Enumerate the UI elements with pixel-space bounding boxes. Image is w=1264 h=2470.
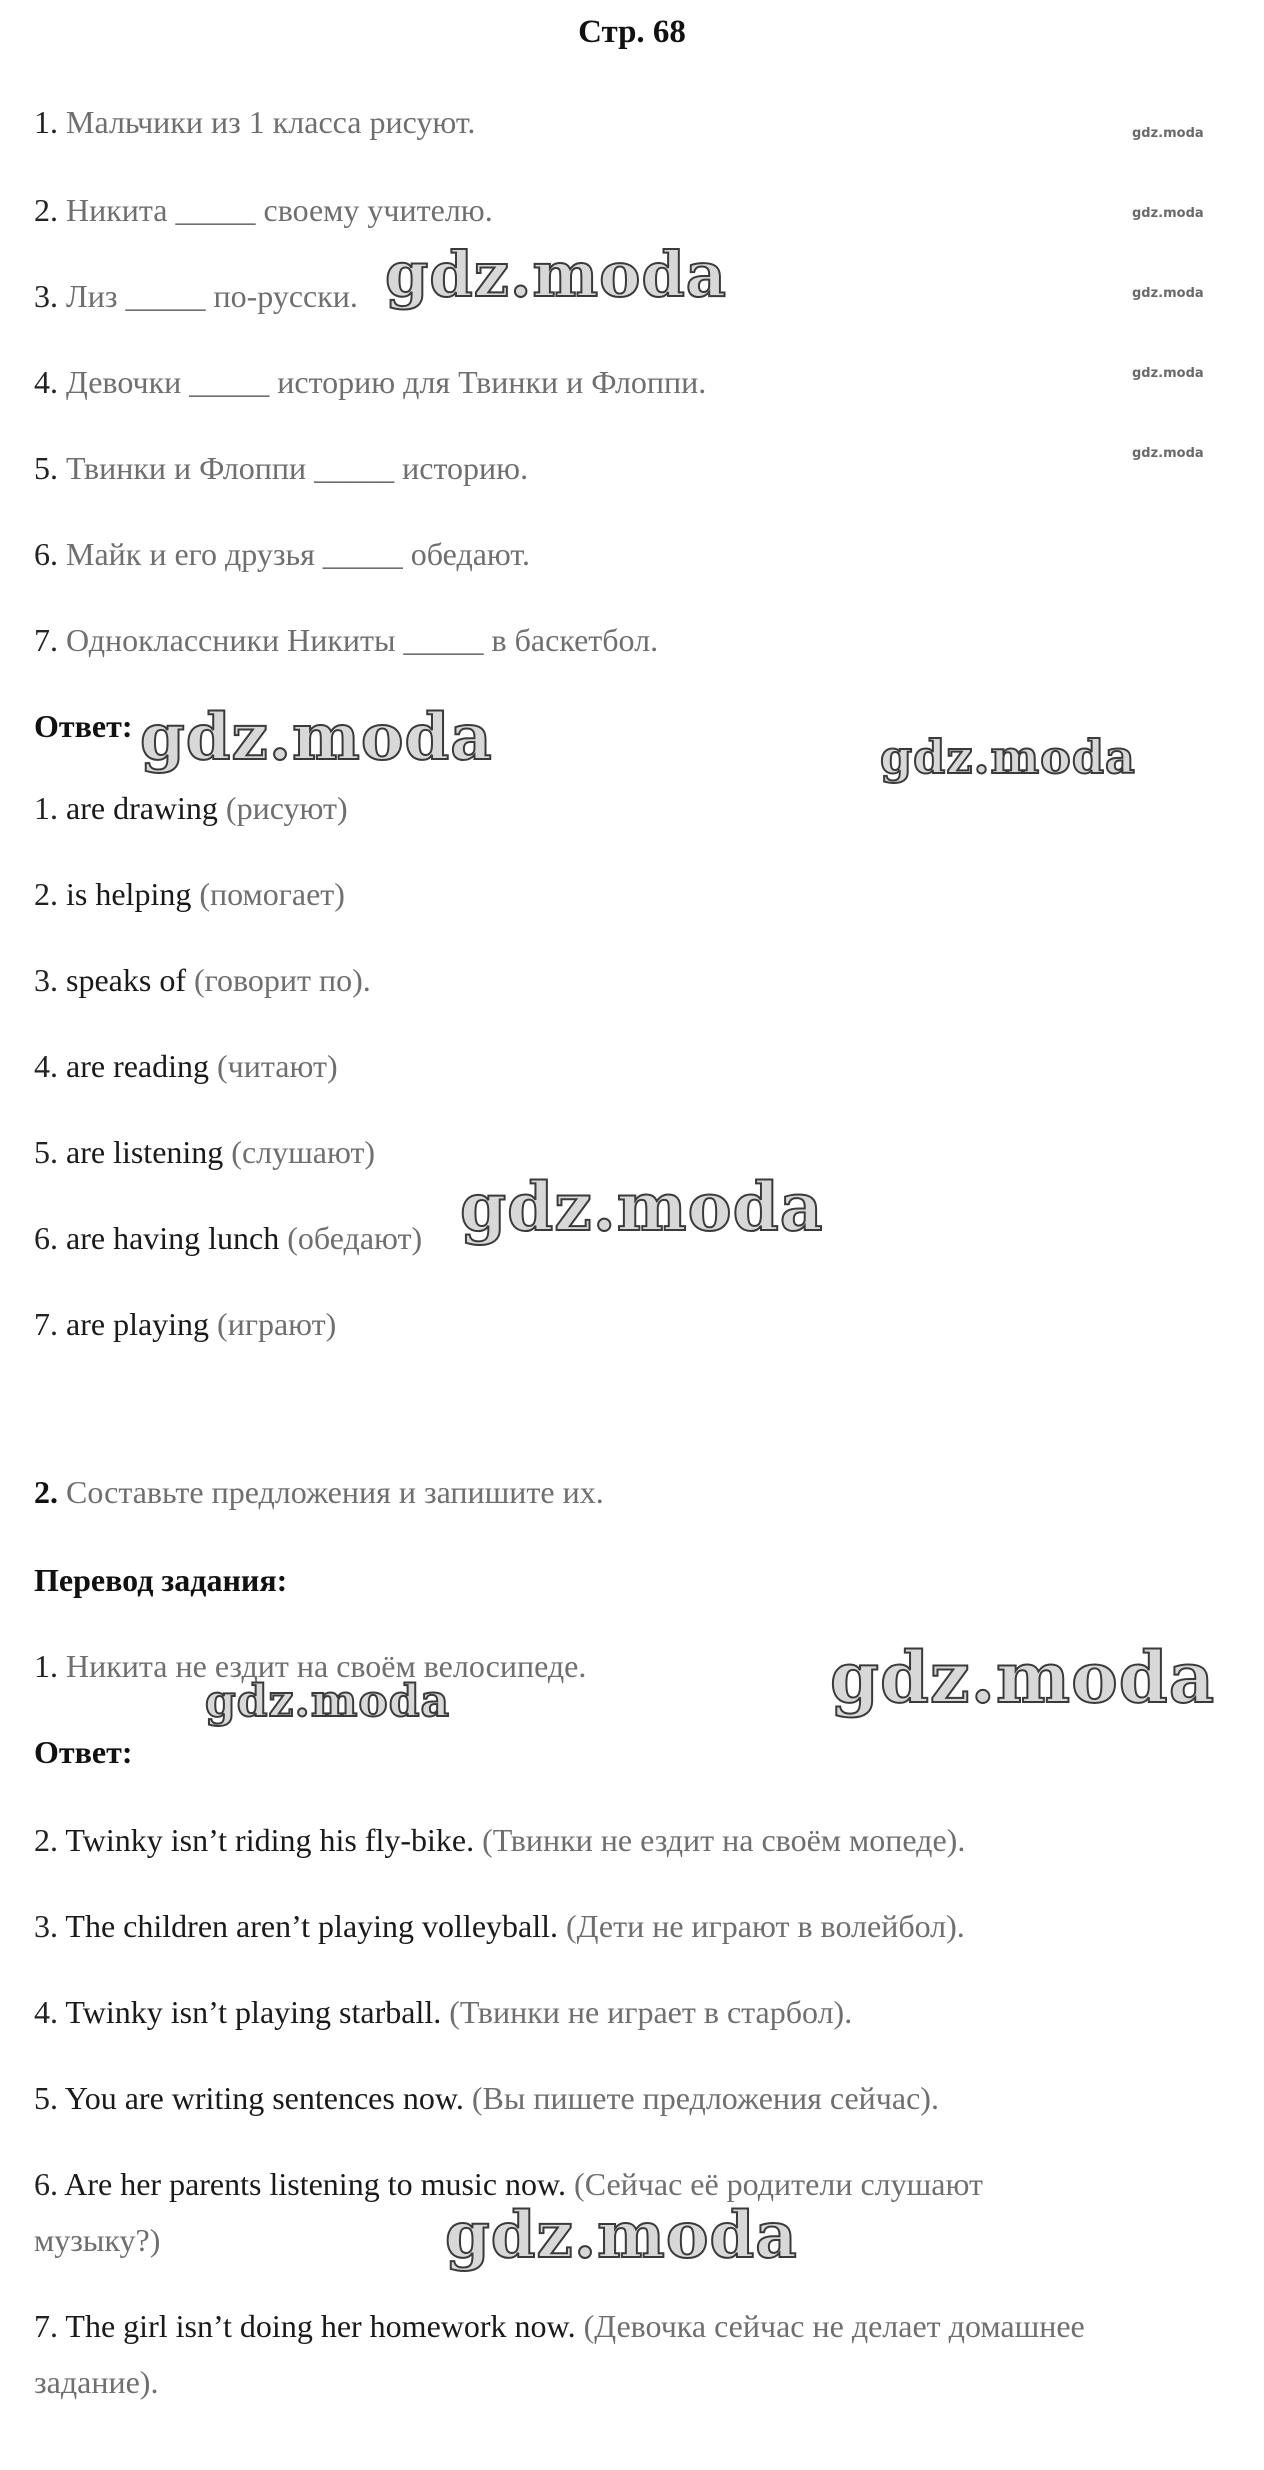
example-text: Никита не ездит на своём велосипеде. (66, 1648, 587, 1684)
answer-label: Ответ: (34, 708, 133, 744)
answer-russian: (Сейчас её родители слушают (574, 2166, 983, 2202)
answer-russian: (слушают) (231, 1134, 376, 1170)
watermark-logo: gdz.moda (880, 730, 1136, 784)
answer-6 (34, 1218, 422, 1258)
item-number: 5. (34, 450, 58, 486)
item-number: 1. (34, 104, 58, 140)
answer2-6-continued: музыку?) (34, 2222, 161, 2258)
answer-english: Twinky isn’t playing starball. (65, 1994, 442, 2030)
item-number: 4. (34, 1048, 58, 1084)
exercise-number: 2. (34, 1474, 58, 1510)
answer-russian: (Твинки не ездит на своём мопеде). (482, 1822, 966, 1858)
item-number: 1. (34, 1648, 58, 1684)
sentence-before: Девочки (66, 364, 182, 400)
answer2-3 (34, 1906, 965, 1946)
answer-english: Are her parents listening to music now. (64, 2166, 567, 2202)
translation-label: Перевод задания: (34, 1562, 288, 1598)
answer-russian: (Твинки не играет в старбол). (449, 1994, 853, 2030)
answer-russian: (Девочка сейчас не делает домашнее (583, 2308, 1085, 2344)
watermark-small: gdz.moda (1132, 126, 1204, 141)
sentence-before: Лиз (66, 278, 118, 314)
answer-russian: (говорит по). (193, 962, 371, 998)
page-title: Стр. 68 (578, 14, 686, 50)
sentence-before: Никита (66, 192, 168, 228)
answer-label-2: Ответ: (34, 1734, 133, 1770)
sentence-after: своему учителю. (263, 192, 493, 228)
exercise-2-task (34, 1472, 604, 1512)
item-number: 6. (34, 2166, 58, 2202)
item-number: 6. (34, 1220, 58, 1256)
watermark-small: gdz.moda (1132, 446, 1204, 461)
watermark-logo: gdz.moda (445, 2198, 798, 2273)
sentence-3 (34, 276, 358, 316)
item-number: 7. (34, 1306, 58, 1342)
item-number: 4. (34, 364, 58, 400)
item-number: 6. (34, 536, 58, 572)
answer-english: are playing (66, 1306, 210, 1342)
blank: _____ (125, 278, 206, 314)
answer-english: You are writing sentences now. (64, 2080, 464, 2116)
answer-5 (34, 1132, 375, 1172)
answer-english: is helping (66, 876, 192, 912)
sentence-after: историю. (402, 450, 529, 486)
answer-3 (34, 960, 371, 1000)
task-text: Составьте предложения и запишите их. (66, 1474, 604, 1510)
item-number: 3. (34, 962, 58, 998)
watermark-small: gdz.moda (1132, 286, 1204, 301)
watermark-logo: gdz.moda (460, 1168, 824, 1246)
answer-english: Twinky isn’t riding his fly-bike. (65, 1822, 475, 1858)
item-number: 7. (34, 622, 58, 658)
blank: _____ (175, 192, 256, 228)
answer-english: are drawing (66, 790, 218, 826)
answer2-7-continued: задание). (34, 2364, 159, 2400)
answer-russian: (читают) (217, 1048, 338, 1084)
answer-russian: (играют) (217, 1306, 337, 1342)
sentence-after: в баскетбол. (491, 622, 659, 658)
sentence-2 (34, 190, 493, 230)
item-number: 4. (34, 1994, 58, 2030)
item-number: 5. (34, 1134, 58, 1170)
item-number: 3. (34, 1908, 58, 1944)
sentence-before: Одноклассники Никиты (66, 622, 396, 658)
answer2-4 (34, 1992, 852, 2032)
answer-4 (34, 1046, 338, 1086)
sentence-5 (34, 448, 528, 488)
item-number: 2. (34, 192, 58, 228)
answer-russian: (рисуют) (225, 790, 348, 826)
answer-english: are reading (66, 1048, 210, 1084)
watermark-small: gdz.moda (1132, 366, 1204, 381)
item-number: 5. (34, 2080, 58, 2116)
sentence-text: Мальчики из 1 класса рисуют. (66, 104, 476, 140)
watermark-logo: gdz.moda (205, 1676, 451, 1727)
answer-russian: (помогает) (199, 876, 345, 912)
answer-7 (34, 1304, 336, 1344)
answer-1 (34, 788, 348, 828)
blank: _____ (189, 364, 270, 400)
blank: _____ (322, 536, 403, 572)
item-number: 3. (34, 278, 58, 314)
sentence-7 (34, 620, 658, 660)
answer-english: The girl isn’t doing her homework now. (65, 2308, 576, 2344)
watermark-logo: gdz.moda (385, 238, 727, 311)
item-number: 2. (34, 876, 58, 912)
answer-english: are having lunch (66, 1220, 280, 1256)
sentence-after: обедают. (410, 536, 530, 572)
answer-russian: (Вы пишете предложения сейчас). (471, 2080, 939, 2116)
watermark-small: gdz.moda (1132, 206, 1204, 221)
answer2-7 (34, 2306, 1085, 2346)
sentence-1 (34, 102, 475, 142)
item-number: 1. (34, 790, 58, 826)
sentence-4 (34, 362, 706, 402)
answer2-2 (34, 1820, 965, 1860)
answer2-5 (34, 2078, 939, 2118)
answer-english: The children aren’t playing volleyball. (65, 1908, 558, 1944)
item-number: 7. (34, 2308, 58, 2344)
answer-russian: (Дети не играют в волейбол). (566, 1908, 965, 1944)
answer-english: are listening (66, 1134, 224, 1170)
answer-russian: (обедают) (287, 1220, 423, 1256)
blank: _____ (314, 450, 395, 486)
sentence-after: историю для Твинки и Флоппи. (277, 364, 707, 400)
answer-2 (34, 874, 345, 914)
sentence-before: Майк и его друзья (66, 536, 315, 572)
blank: _____ (403, 622, 484, 658)
watermark-logo: gdz.moda (830, 1636, 1216, 1719)
sentence-6 (34, 534, 530, 574)
sentence-after: по-русски. (213, 278, 358, 314)
watermark-logo: gdz.moda (140, 700, 493, 775)
sentence-before: Твинки и Флоппи (66, 450, 307, 486)
item-number: 2. (34, 1822, 58, 1858)
answer-english: speaks of (66, 962, 186, 998)
